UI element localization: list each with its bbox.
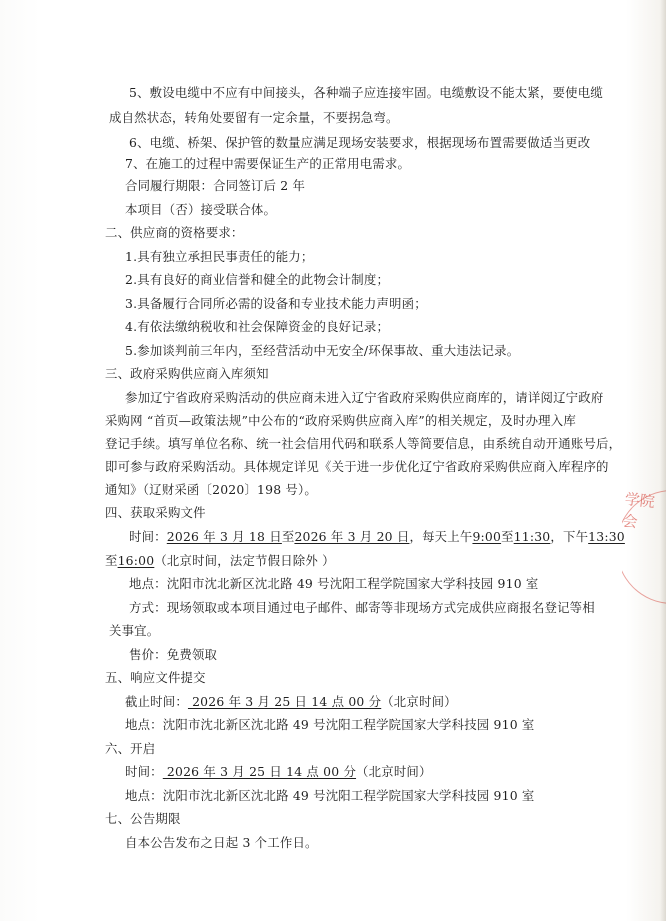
opening-time-line xyxy=(125,764,432,780)
section-heading: 四、获取采购文件 xyxy=(105,505,206,520)
end-date: 2026 年 3 月 20 日 xyxy=(294,529,410,544)
text-line: 售价：免费领取 xyxy=(129,647,218,662)
text-line: 自本公告发布之日起 3 个工作日。 xyxy=(125,835,318,850)
pm-end-time: 16:00 xyxy=(117,553,155,568)
section-heading: 二、供应商的资格要求： xyxy=(105,225,244,240)
text-line: 6、电缆、桥架、保护管的数量应满足现场安装要求，根据现场布置需要做适当更改 xyxy=(129,135,591,150)
am-end-time: 11:30 xyxy=(513,529,551,544)
text-line: 合同履行期限：合同签订后 2 年 xyxy=(125,178,306,193)
text-line: 即可参与政府采购活动。具体规定详见《关于进一步优化辽宁省政府采购供应商入库程序的 xyxy=(105,459,609,474)
seal-text: 学院会 xyxy=(622,489,656,532)
text-line: 方式：现场领取或本项目通过电子邮件、邮寄等非现场方式完成供应商报名登记等相 xyxy=(129,600,595,615)
deadline-line xyxy=(125,694,457,710)
section-heading: 五、响应文件提交 xyxy=(105,670,206,685)
text-line: 地点：沈阳市沈北新区沈北路 49 号沈阳工程学院国家大学科技园 910 室 xyxy=(125,717,535,732)
text: （北京时间，法定节假日除外 ） xyxy=(154,553,335,568)
opening-value: 2026 年 3 月 25 日 14 点 00 分 xyxy=(162,764,357,779)
label: 截止时间： xyxy=(125,694,188,709)
text-line: 登记手续。填写单位名称、统一社会信用代码和联系人等简要信息，由系统自动开通账号后， xyxy=(105,436,622,451)
text: 至 xyxy=(105,553,118,568)
pm-start-time: 13:30 xyxy=(588,529,625,544)
text-line: 2.具有良好的商业信誉和健全的此物会计制度； xyxy=(125,272,390,287)
text-line: 本项目（否）接受联合体。 xyxy=(125,202,277,217)
text: （北京时间） xyxy=(381,694,457,709)
acquisition-time-line xyxy=(129,529,625,545)
text-line: 地点：沈阳市沈北新区沈北路 49 号沈阳工程学院国家大学科技园 910 室 xyxy=(129,576,539,591)
text-line: 7、在施工的过程中需要保证生产的正常用电需求。 xyxy=(125,156,411,171)
label: 时间： xyxy=(125,764,163,779)
section-heading: 六、开启 xyxy=(105,741,156,756)
text-line: 1.具有独立承担民事责任的能力； xyxy=(125,249,314,264)
section-heading: 三、政府采购供应商入库须知 xyxy=(105,366,269,381)
acquisition-time-line-2 xyxy=(105,553,335,569)
am-start-time: 9:00 xyxy=(472,529,502,544)
text-line: 采购网 “首页—政策法规”中公布的“政府采购供应商入库”的相关规定，及时办理入库 xyxy=(105,413,576,428)
text-line: 关事宜。 xyxy=(109,623,160,638)
text-line: 4.有依法缴纳税收和社会保障资金的良好记录； xyxy=(125,319,390,334)
text-line: 参加辽宁省政府采购活动的供应商未进入辽宁省政府采购供应商库的，请详阅辽宁政府 xyxy=(125,390,604,405)
start-date: 2026 年 3 月 18 日 xyxy=(166,529,282,544)
text: 至 xyxy=(501,529,514,544)
page-edge-shadow xyxy=(660,0,666,921)
text-line: 通知》（辽财采函〔2020〕198 号）。 xyxy=(105,482,317,497)
text-line: 5.参加谈判前三年内，至经营活动中无安全/环保事故、重大违法记录。 xyxy=(125,343,520,358)
text-line: 3.具备履行合同所必需的设备和专业技术能力声明函； xyxy=(125,296,427,311)
section-heading: 七、公告期限 xyxy=(105,811,181,826)
text: 至 xyxy=(281,529,295,544)
text-line: 成自然状态，转角处要留有一定余量，不要拐急弯。 xyxy=(109,110,399,125)
text: ，下午 xyxy=(550,529,589,544)
text-line: 地点：沈阳市沈北新区沈北路 49 号沈阳工程学院国家大学科技园 910 室 xyxy=(125,788,535,803)
deadline-value: 2026 年 3 月 25 日 14 点 00 分 xyxy=(187,694,382,709)
text: ，每天上午 xyxy=(409,529,473,544)
label: 时间： xyxy=(129,529,167,544)
text-line: 5、敷设电缆中不应有中间接头，各种端子应连接牢固。电缆敷设不能太紧，要使电缆 xyxy=(129,85,603,100)
text: （北京时间） xyxy=(356,764,432,779)
